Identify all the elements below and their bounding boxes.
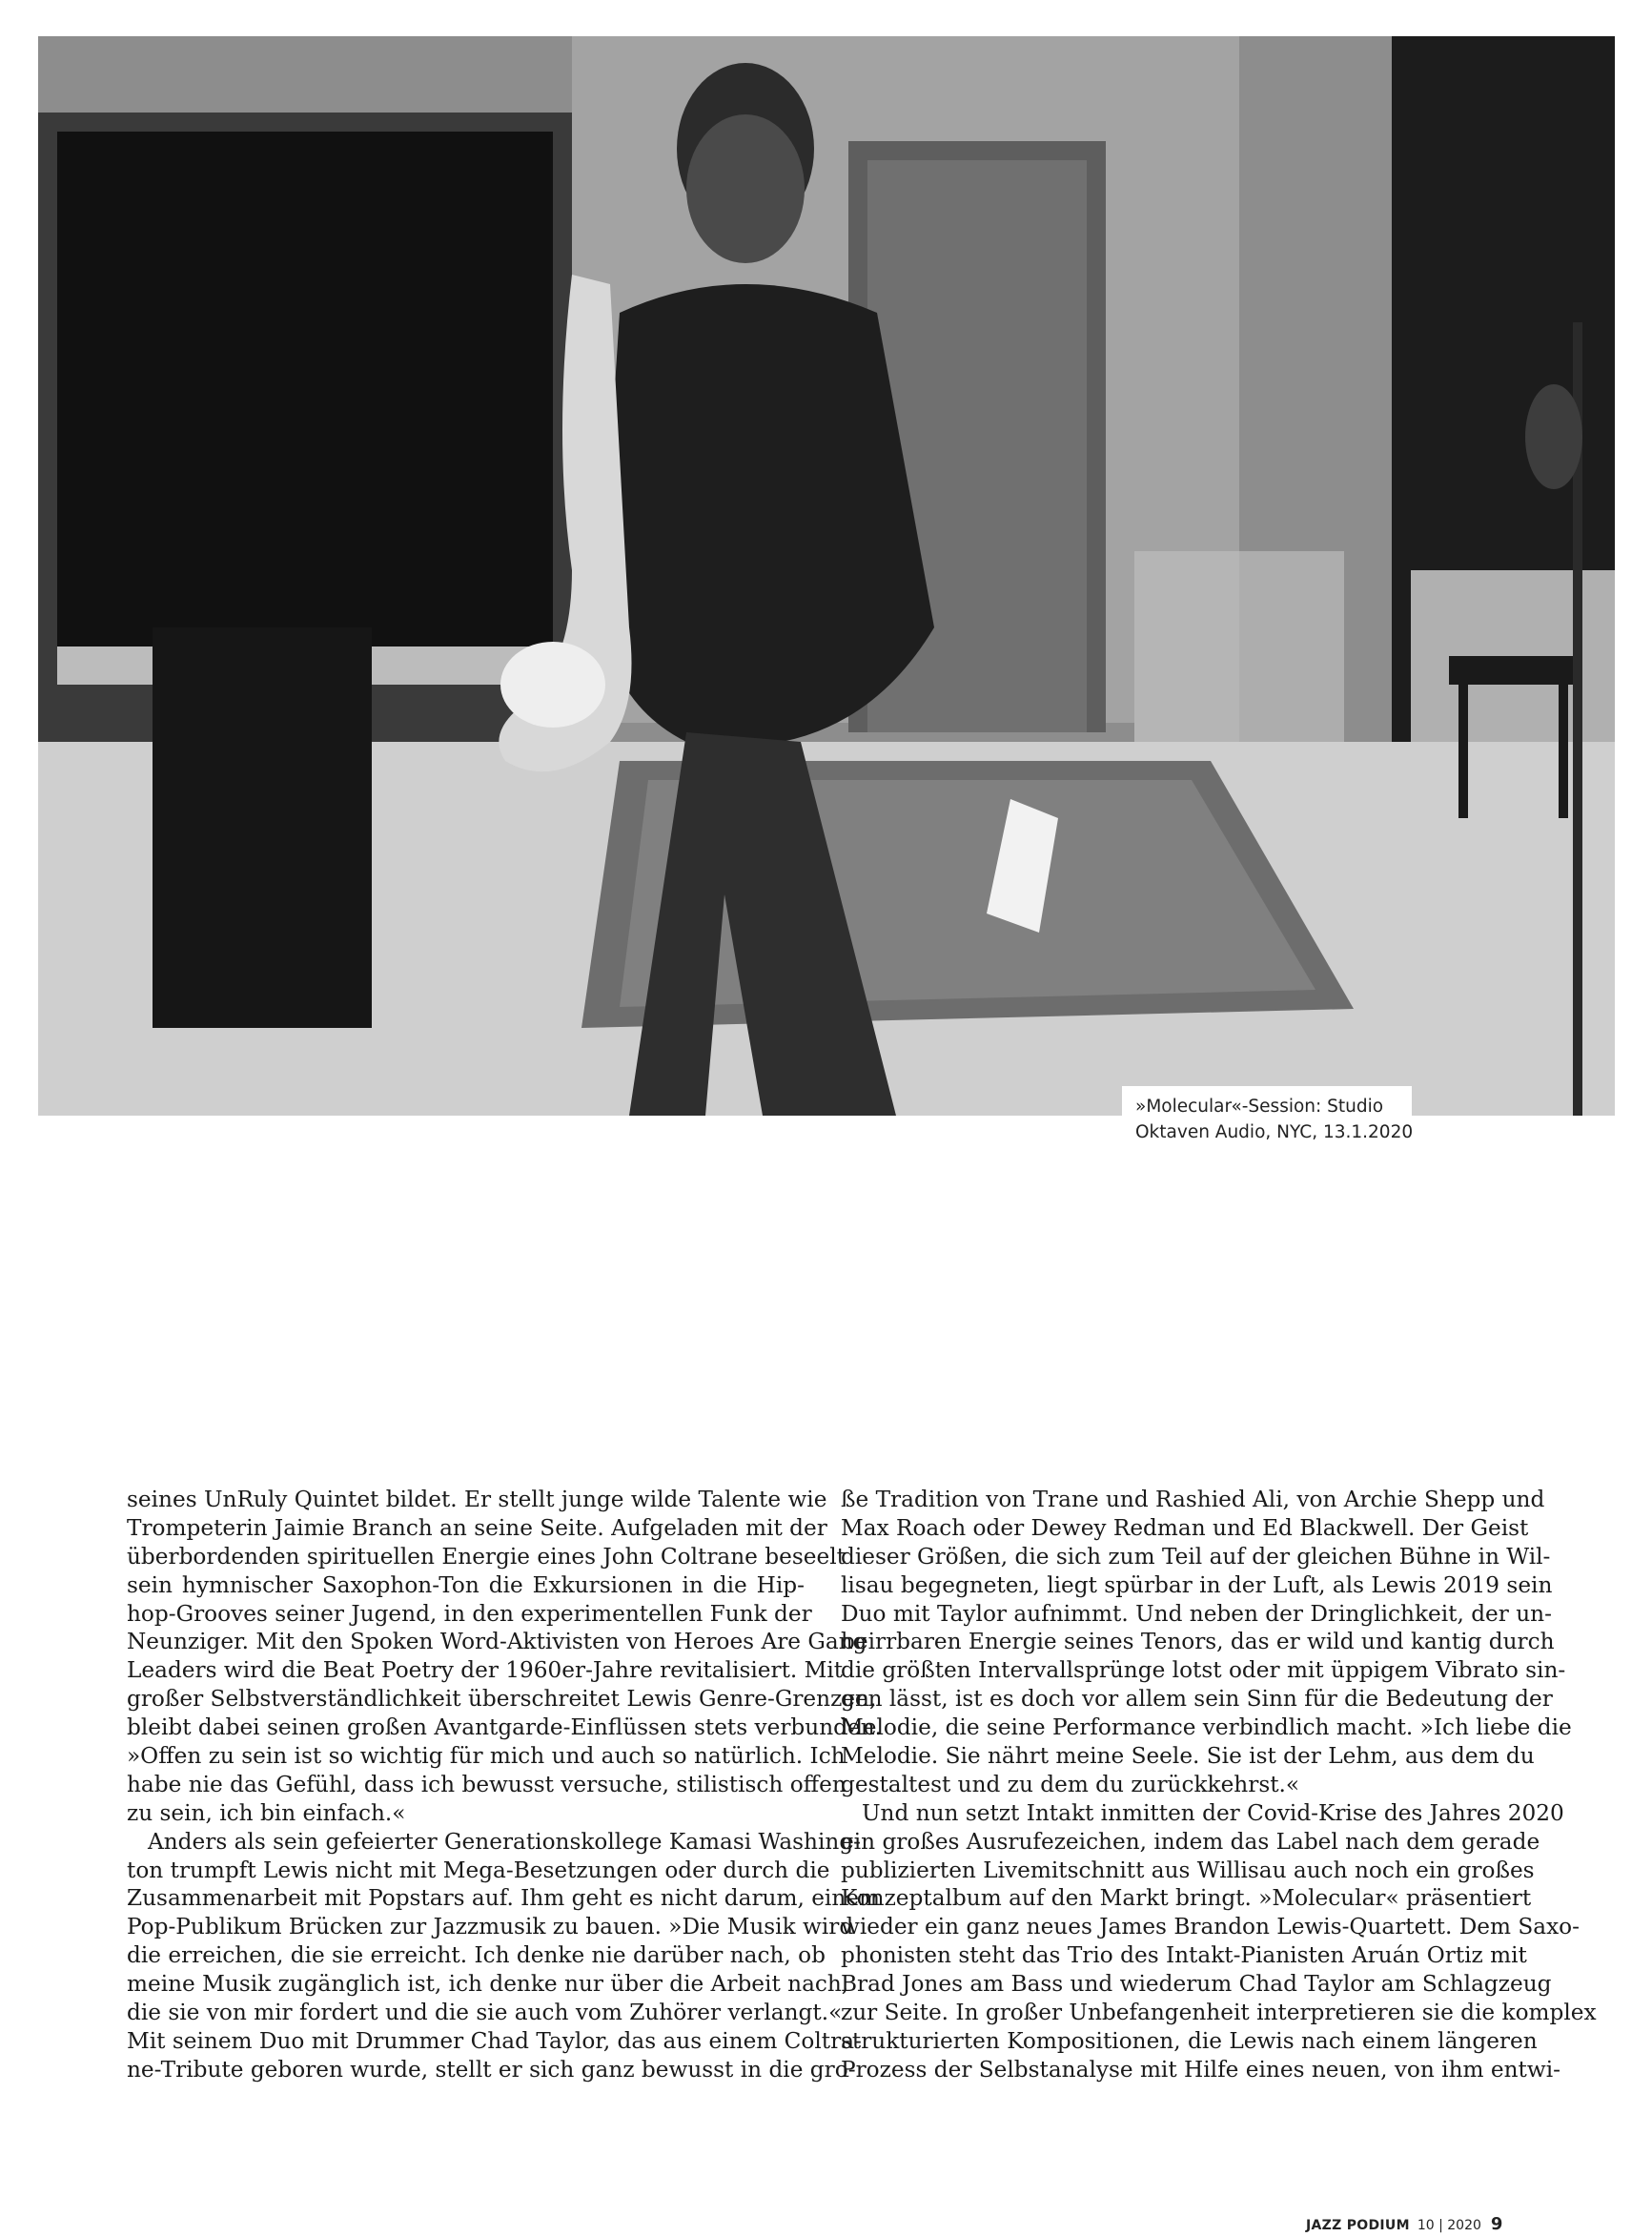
text-line: gen lässt, ist es doch vor allem sein Sinn für die Bedeutung der [841, 1686, 1553, 1713]
text-line: Duo mit Taylor aufnimmt. Und neben der Dringlichkeit, der un- [841, 1600, 1552, 1627]
text-line: ne-Tribute geboren wurde, stellt er sich ganz bewusst in die gro- [127, 2056, 856, 2083]
text-line: die größten Intervallsprünge lotst oder mit üppigem Vibrato sin- [841, 1657, 1566, 1684]
text-line: dieser Größen, die sich zum Teil auf der gleichen Bühne in Wil- [841, 1543, 1551, 1570]
text-line: Und nun setzt Intakt inmitten der Covid-Krise des Jahres 2020 [862, 1799, 1564, 1826]
text-line: phonisten steht das Trio des Intakt-Pianisten Aruán Ortiz mit [841, 1942, 1527, 1969]
page-footer [1306, 2214, 1521, 2234]
magazine-name: JAZZ PODIUM [1306, 2218, 1410, 2233]
text-line: bleibt dabei seinen großen Avantgarde-Einflüssen stets verbunden. [127, 1714, 882, 1741]
text-line: Melodie, die seine Performance verbindlich macht. »Ich liebe die [841, 1714, 1572, 1741]
text-line: ton trumpft Lewis nicht mit Mega-Besetzungen oder durch die [127, 1857, 830, 1883]
text-line: Max Roach oder Dewey Redman und Ed Blackwell. Der Geist [841, 1514, 1529, 1541]
text-column-right [841, 1486, 1597, 2084]
text-line: sein hymnischer Saxophon-Ton die Exkursionen in die Hip- [127, 1571, 805, 1598]
text-line: zur Seite. In großer Unbefangenheit interpretieren sie die komplex [841, 2000, 1597, 2026]
text-line: die sie von mir fordert und die sie auch vom Zuhörer verlangt.« [127, 2000, 843, 2026]
text-line: seines UnRuly Quintet bildet. Er stellt junge wilde Talente wie [127, 1487, 827, 1512]
text-line: gestaltest und zu dem du zurückkehrst.« [841, 1771, 1300, 1797]
text-line: Melodie. Sie nährt meine Seele. Sie ist der Lehm, aus dem du [841, 1743, 1535, 1770]
text-line: strukturierten Kompositionen, die Lewis nach einem längeren [841, 2027, 1538, 2054]
text-line: beirrbaren Energie seines Tenors, das er wild und kantig durch [841, 1629, 1555, 1655]
issue-number: 10 | 2020 [1417, 2218, 1481, 2233]
text-line: hop-Grooves seiner Jugend, in den experimentellen Funk der [127, 1600, 812, 1627]
text-line: Neunziger. Mit den Spoken Word-Aktivisten von Heroes Are Gang [127, 1629, 867, 1655]
photo-caption [1122, 1086, 1412, 1152]
text-line: Anders als sein gefeierter Generationskollege Kamasi Washing- [148, 1828, 862, 1855]
text-line: wieder ein ganz neues James Brandon Lewis-Quartett. Dem Saxo- [841, 1914, 1580, 1940]
text-line: Leaders wird die Beat Poetry der 1960er-Jahre revitalisiert. Mit [127, 1657, 844, 1684]
text-line: meine Musik zugänglich ist, ich denke nur über die Arbeit nach, [127, 1971, 849, 1998]
text-line: publizierten Livemitschnitt aus Willisau auch noch ein großes [841, 1857, 1535, 1883]
text-line: überbordenden spirituellen Energie eines John Coltrane beseelt [127, 1543, 846, 1570]
photo-saxophonist-studio [38, 36, 1615, 1116]
text-column-left [127, 1486, 882, 2084]
text-line: Prozess der Selbstanalyse mit Hilfe eines neuen, von ihm entwi- [841, 2056, 1560, 2083]
caption-line: »Molecular«-Session: Studio [1135, 1097, 1384, 1117]
text-line: die erreichen, die sie erreicht. Ich denke nie darüber nach, ob [127, 1942, 826, 1969]
text-line: Mit seinem Duo mit Drummer Chad Taylor, das aus einem Coltra- [127, 2027, 862, 2054]
photo [38, 36, 1615, 1142]
text-line: großer Selbstverständlichkeit überschreitet Lewis Genre-Grenzen, [127, 1686, 877, 1713]
text-line: ße Tradition von Trane und Rashied Ali, von Archie Shepp und [841, 1487, 1545, 1512]
text-line: »Offen zu sein ist so wichtig für mich und auch so natürlich. Ich [127, 1743, 846, 1770]
page-number: 9 [1490, 2214, 1503, 2234]
caption-line: Oktaven Audio, NYC, 13.1.2020 [1135, 1122, 1414, 1142]
text-line: zu sein, ich bin einfach.« [127, 1799, 406, 1826]
text-line: Zusammenarbeit mit Popstars auf. Ihm geht es nicht darum, einem [127, 1885, 880, 1912]
text-line: Trompeterin Jaimie Branch an seine Seite. Aufgeladen mit der [127, 1514, 827, 1541]
text-line: Konzeptalbum auf den Markt bringt. »Molecular« präsentiert [841, 1885, 1532, 1912]
text-line: Pop-Publikum Brücken zur Jazzmusik zu bauen. »Die Musik wird [127, 1914, 854, 1940]
text-line: lisau begegneten, liegt spürbar in der Luft, als Lewis 2019 sein [841, 1571, 1553, 1598]
text-line: ein großes Ausrufezeichen, indem das Label nach dem gerade [841, 1828, 1540, 1855]
text-line: Brad Jones am Bass und wiederum Chad Taylor am Schlagzeug [841, 1971, 1552, 1998]
text-line: habe nie das Gefühl, dass ich bewusst versuche, stilistisch offen [127, 1771, 846, 1797]
